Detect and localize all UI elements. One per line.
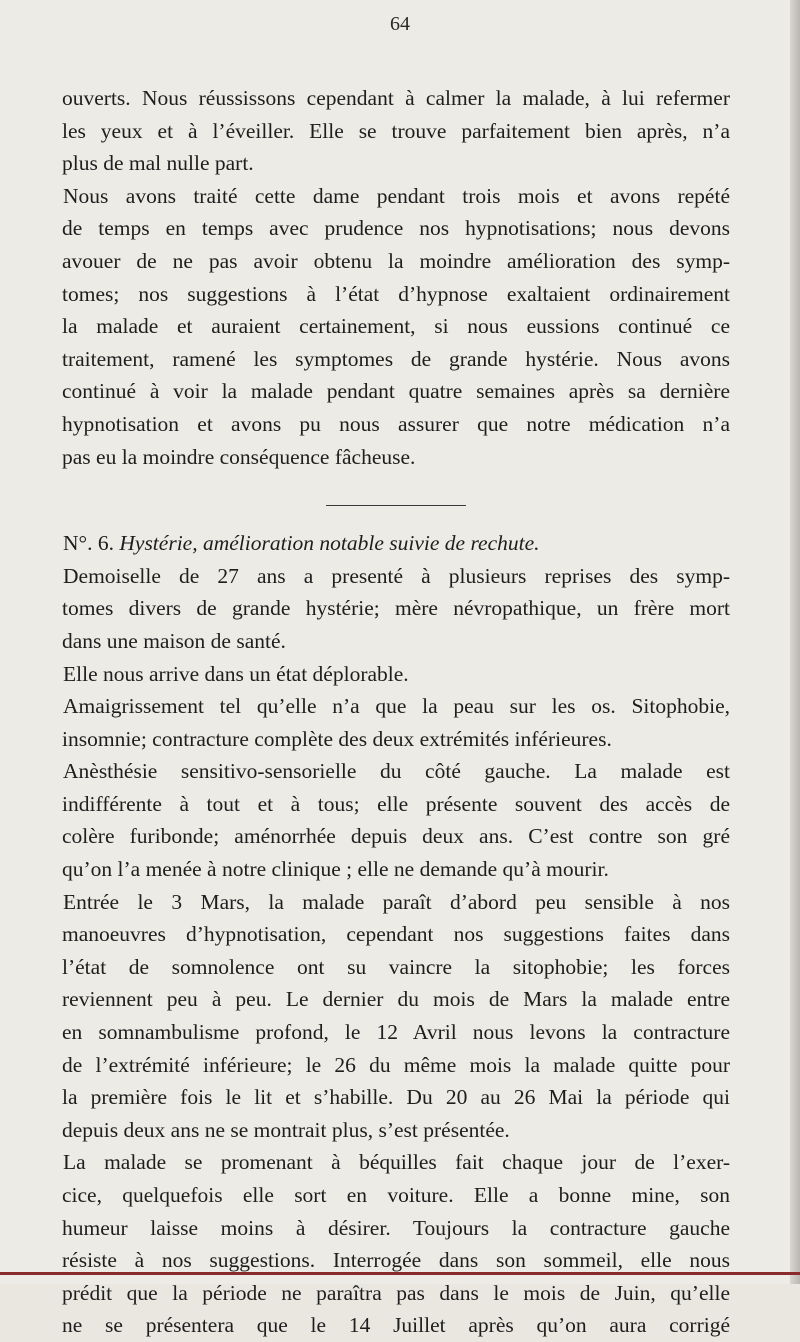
text-line: tomes; nos suggestions à l’état d’hypnose exaltaient ordinairement	[62, 281, 730, 306]
text-line: Amaigrissement tel qu’elle n’a que la peau sur les os. Sitophobie,	[63, 694, 730, 719]
text-line: résiste à nos suggestions. Interrogée dans son sommeil, elle nous	[62, 1248, 730, 1273]
section-divider	[326, 505, 466, 506]
text-line: tomes divers de grande hystérie; mère névropathique, un frère mort	[62, 596, 730, 621]
text-line: dans une maison de santé.	[62, 628, 286, 653]
case-title: Hystérie, amélioration notable suivie de rechute.	[119, 531, 540, 556]
text-line: de l’extrémité inférieure; le 26 du même mois la malade quitte pour	[62, 1052, 730, 1077]
text-line: avouer de ne pas avoir obtenu la moindre amélioration des symp-	[62, 248, 730, 273]
text-line: pas eu la moindre conséquence fâcheuse.	[62, 444, 416, 469]
text-line: humeur laisse moins à désirer. Toujours la contracture gauche	[62, 1215, 730, 1240]
text-line: La malade se promenant à béquilles fait chaque jour de l’exer-	[63, 1150, 730, 1175]
text-line: continué à voir la malade pendant quatre semaines après sa dernière	[62, 379, 730, 404]
text-line: qu’on l’a menée à notre clinique ; elle ne demande qu’à mourir.	[62, 857, 609, 882]
text-line: plus de mal nulle part.	[62, 151, 254, 176]
text-line: de temps en temps avec prudence nos hypnotisations; nous devons	[62, 216, 730, 241]
text-line: colère furibonde; aménorrhée depuis deux ans. C’est contre son gré	[62, 824, 730, 849]
page-number: 64	[390, 13, 410, 35]
case-number: N°. 6.	[63, 531, 114, 556]
body-text	[62, 82, 730, 1342]
text-line: reviennent peu à peu. Le dernier du mois de Mars la malade entre	[62, 987, 730, 1012]
text-line: Nous avons traité cette dame pendant trois mois et avons repété	[63, 183, 730, 208]
text-line: depuis deux ans ne se montrait plus, s’est présentée.	[62, 1117, 510, 1142]
page-edge	[790, 0, 800, 1284]
text-line: manoeuvres d’hypnotisation, cependant nos suggestions faites dans	[62, 922, 730, 947]
case-heading	[62, 527, 730, 560]
text-line: indifférente à tout et à tous; elle présente souvent des accès de	[62, 791, 730, 816]
text-line: Elle nous arrive dans un état déplorable.	[63, 661, 409, 686]
text-line: la première fois le lit et s’habille. Du 20 au 26 Mai la période qui	[62, 1085, 730, 1110]
text-line: cice, quelquefois elle sort en voiture. Elle a bonne mine, son	[62, 1183, 730, 1207]
text-line: ouverts. Nous réussissons cependant à calmer la malade, à lui refermer	[62, 86, 730, 110]
text-line: ne se présentera que le 14 Juillet après qu’on aura corrigé	[62, 1313, 730, 1338]
text-line: Demoiselle de 27 ans a presenté à plusieurs reprises des symp-	[63, 563, 730, 588]
text-line: Anèsthésie sensitivo-sensorielle du côté gauche. La malade est	[63, 759, 730, 784]
text-line: en somnambulisme profond, le 12 Avril nous levons la contracture	[62, 1020, 730, 1045]
bottom-border	[0, 1272, 800, 1275]
text-line: insomnie; contracture complète des deux extrémités inférieures.	[62, 726, 612, 751]
text-line: hypnotisation et avons pu nous assurer que notre médication n’a	[62, 411, 730, 436]
text-line: Entrée le 3 Mars, la malade paraît d’abord peu sensible à nos	[63, 889, 730, 914]
text-line: traitement, ramené les symptomes de grande hystérie. Nous avons	[62, 346, 730, 371]
text-line: la malade et auraient certainement, si nous eussions continué ce	[62, 314, 730, 339]
text-line: les yeux et à l’éveiller. Elle se trouve parfaitement bien après, n’a	[62, 118, 730, 143]
text-line: prédit que la période ne paraîtra pas dans le mois de Juin, qu’elle	[62, 1280, 730, 1305]
text-line: l’état de somnolence ont su vaincre la sitophobie; les forces	[62, 954, 730, 979]
